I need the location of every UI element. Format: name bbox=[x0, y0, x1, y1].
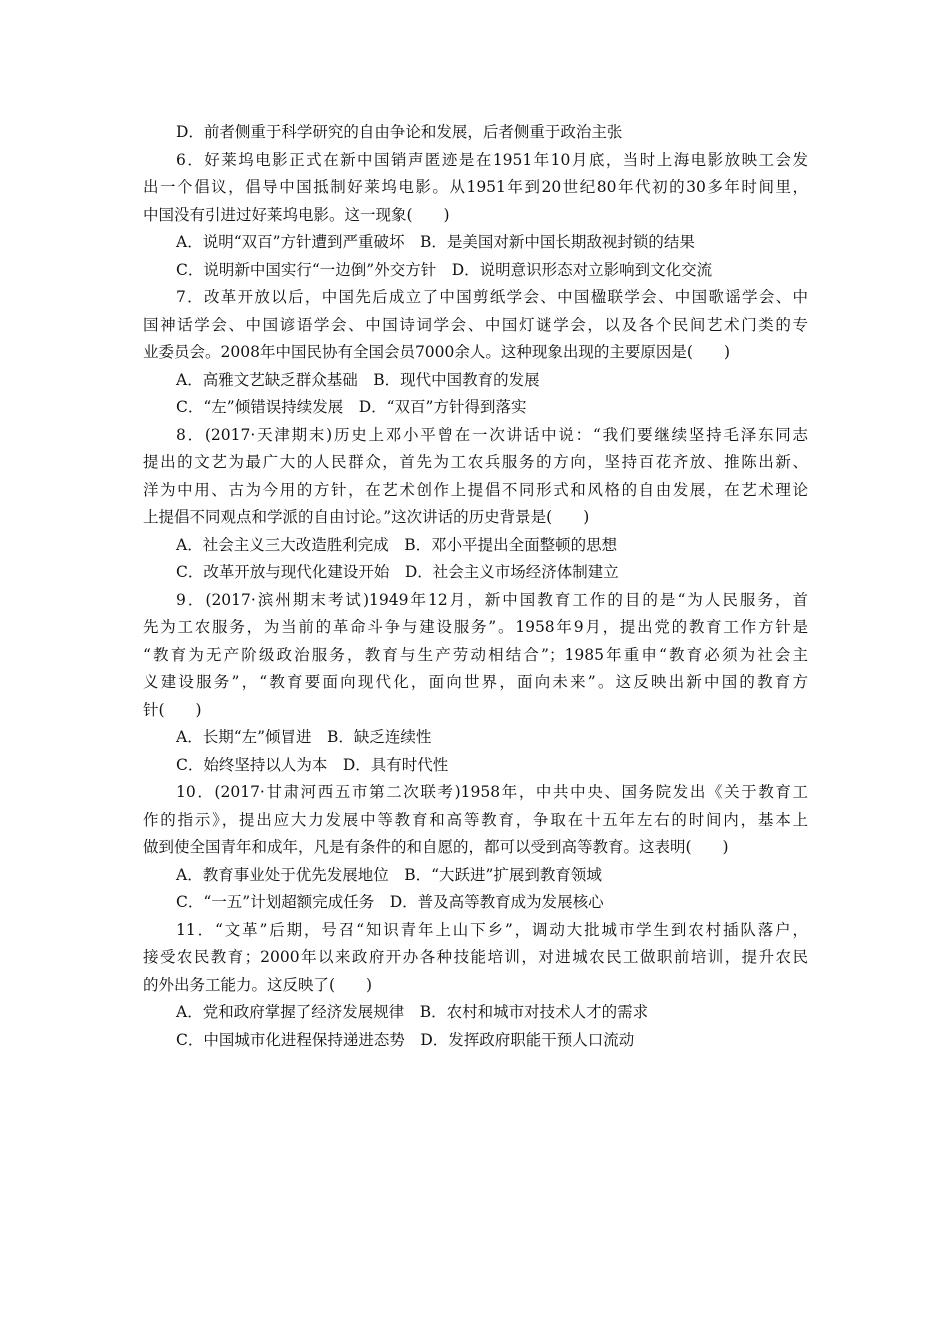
text-line: A．社会主义三大改造胜利完成 B．邓小平提出全面整顿的思想 bbox=[176, 535, 618, 554]
text-line: 的外出务工能力。这反映了( ) bbox=[143, 975, 373, 994]
text-line: 先为工农服务，为当前的革命斗争与建设服务”。1958年9月，提出党的教育工作方针是 bbox=[143, 618, 808, 636]
text-line: A．说明“双百”方针遭到严重破坏 B．是美国对新中国长期敌视封锁的结果 bbox=[176, 233, 695, 251]
text-line: A．党和政府掌握了经济发展规律 B．农村和城市对技术人才的需求 bbox=[176, 1003, 649, 1021]
text-line: 7．改革开放以后，中国先后成立了中国剪纸学会、中国楹联学会、中国歌谣学会、中 bbox=[176, 288, 808, 306]
text-line: 提出的文艺为最广大的人民群众，首先为工农兵服务的方向，坚持百花齐放、推陈出新、 bbox=[143, 453, 808, 471]
text-line: A．教育事业处于优先发展地位 B．“大跃进”扩展到教育领域 bbox=[176, 865, 602, 884]
text-line: C．“左”倾错误持续发展 D．“双百”方针得到落实 bbox=[176, 398, 527, 416]
text-line: 8．(2017·天津期末)历史上邓小平曾在一次讲话中说：“我们要继续坚持毛泽东同志 bbox=[176, 425, 808, 444]
question-text-block bbox=[143, 119, 808, 1054]
text-line: 6．好莱坞电影正式在新中国销声匿迹是在1951年10月底，当时上海电影放映工会发 bbox=[176, 150, 808, 169]
text-line: 做到使全国青年和成年，凡是有条件的和自愿的，都可以受到高等教育。这表明( ) bbox=[143, 838, 729, 856]
text-line: 中国没有引进过好莱坞电影。这一现象( ) bbox=[143, 205, 450, 224]
text-line: 业委员会。2008年中国民协有全国会员7000余人。这种现象出现的主要原因是( ) bbox=[143, 343, 730, 361]
text-line: 上提倡不同观点和学派的自由讨论。”这次讲话的历史背景是( ) bbox=[143, 508, 590, 526]
text-line: A．长期“左”倾冒进 B．缺乏连续性 bbox=[176, 728, 432, 746]
text-line: 出一个倡议，倡导中国抵制好莱坞电影。从1951年到20世纪80年代初的30多年时间里， bbox=[143, 178, 808, 196]
text-line: 义建设服务”，“教育要面向现代化，面向世界，面向未来”。这反映出新中国的教育方 bbox=[143, 673, 808, 691]
text-line: 9．(2017·滨州期末考试)1949年12月，新中国教育工作的目的是“为人民服务，首 bbox=[176, 590, 808, 609]
text-line: 11．“文革”后期，号召“知识青年上山下乡”，调动大批城市学生到农村插队落户， bbox=[176, 920, 808, 939]
text-line: C．始终坚持以人为本 D．具有时代性 bbox=[176, 755, 449, 774]
text-line: “教育为无产阶级政治服务，教育与生产劳动相结合”；1985年重申“教育必须为社会主 bbox=[143, 645, 808, 664]
text-line: 洋为中用、古为今用的方针，在艺术创作上提倡不同形式和风格的自由发展，在艺术理论 bbox=[143, 480, 808, 499]
text-line: D．前者侧重于科学研究的自由争论和发展，后者侧重于政治主张 bbox=[176, 123, 623, 141]
text-line: 作的指示》，提出应大力发展中等教育和高等教育，争取在十五年左右的时间内，基本上 bbox=[143, 810, 808, 829]
text-line: C．中国城市化进程保持递进态势 D．发挥政府职能干预人口流动 bbox=[176, 1030, 635, 1049]
text-line: 接受农民教育；2000年以来政府开办各种技能培训，对进城农民工做职前培训，提升农民 bbox=[143, 948, 808, 966]
text-line: 针( ) bbox=[143, 700, 202, 719]
text-line: 10．(2017·甘肃河西五市第二次联考)1958年，中共中央、国务院发出《关于教育工 bbox=[176, 783, 808, 801]
text-line: 国神话学会、中国谚语学会、中国诗词学会、中国灯谜学会，以及各个民间艺术门类的专 bbox=[143, 315, 808, 334]
text-line: C．“一五”计划超额完成任务 D．普及高等教育成为发展核心 bbox=[176, 893, 604, 911]
text-line: A．高雅文艺缺乏群众基础 B．现代中国教育的发展 bbox=[176, 370, 540, 389]
text-line: C．改革开放与现代化建设开始 D．社会主义市场经济体制建立 bbox=[176, 563, 619, 581]
text-line: C．说明新中国实行“一边倒”外交方针 D．说明意识形态对立影响到文化交流 bbox=[176, 260, 713, 279]
